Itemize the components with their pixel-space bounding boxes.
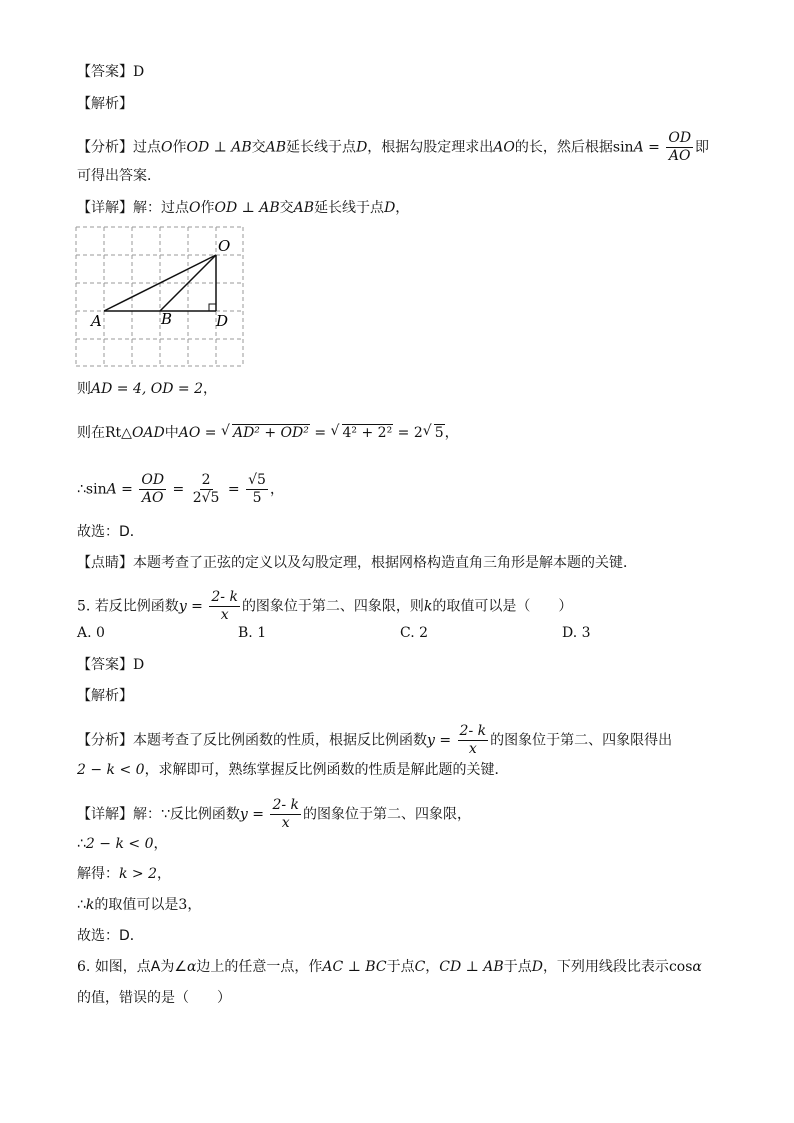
step-text: ， xyxy=(269,481,284,498)
comment-tag: 【点睛】 xyxy=(77,555,133,571)
step-text: 解得： xyxy=(77,866,119,882)
label-O: O xyxy=(218,237,231,255)
math-inequality: 2 − k < 0 xyxy=(85,836,154,852)
frac-num: 2 xyxy=(201,472,211,488)
detail-tag: 【详解】 xyxy=(77,200,133,216)
step-text: ， xyxy=(187,897,202,913)
answer-line xyxy=(77,62,144,82)
fenxi-text: 本题考查了反比例函数的性质，根据反比例函数 xyxy=(133,732,427,749)
step-2 xyxy=(77,423,459,443)
label-B: B xyxy=(161,310,173,328)
step-3 xyxy=(77,472,284,507)
math-inequality: k > 2 xyxy=(119,866,158,882)
q5-analysis-heading xyxy=(77,686,133,706)
math-eq: = xyxy=(116,481,138,498)
fenxi-line-2 xyxy=(77,166,161,186)
math-AB: AB xyxy=(293,200,315,216)
math-perp: CD ⊥ AB xyxy=(439,959,504,975)
detail-text: ， xyxy=(395,200,410,216)
math-inequality: 2 − k < 0 xyxy=(77,762,145,778)
answer-value: D xyxy=(133,64,145,80)
stem-text: ， xyxy=(425,959,440,975)
frac-den: 5 xyxy=(252,490,262,506)
grid-triangle-figure xyxy=(75,226,245,368)
option-b[interactable]: B. 1 xyxy=(238,625,267,641)
because-symbol: ∵ xyxy=(161,806,170,823)
option-c[interactable]: C. 2 xyxy=(400,625,429,641)
step-1 xyxy=(77,379,217,399)
comment-line xyxy=(77,553,637,573)
math-D: D xyxy=(384,200,396,216)
stem-text: 的图象位于第二、四象限，则 xyxy=(241,598,424,615)
math-sin: sin xyxy=(85,481,107,498)
stem-text: 边上的任意一点，作 xyxy=(196,959,323,975)
q5-detail-line xyxy=(77,797,471,832)
math-ao: AO = xyxy=(178,425,221,441)
fraction xyxy=(191,472,222,507)
detail-text: 的图象位于第二、四象限， xyxy=(303,806,472,823)
math-C: C xyxy=(414,959,426,975)
step-text: 的取值可以是 xyxy=(94,897,179,913)
step-text: ， xyxy=(444,425,459,441)
frac-num: 2- k xyxy=(272,797,300,813)
fenxi-text: 可得出答案． xyxy=(77,168,161,184)
fenxi-text: 作 xyxy=(172,139,187,156)
fenxi-tag: 【分析】 xyxy=(77,732,133,749)
math-rt: Rt△ xyxy=(105,425,132,441)
detail-text: 交 xyxy=(279,200,294,216)
answer-tag: 【答案】 xyxy=(77,657,133,673)
option-d[interactable]: D. 3 xyxy=(562,625,591,641)
fraction-2-k-x xyxy=(458,723,489,758)
stem-text: 若反比例函数 xyxy=(94,598,179,615)
math-sin: sin xyxy=(612,139,634,156)
analysis-tag: 【解析】 xyxy=(77,96,133,112)
math-O: O xyxy=(189,200,201,216)
math-alpha: α xyxy=(692,959,702,975)
step-text: 则 xyxy=(77,381,91,397)
question-number: 5. xyxy=(77,598,91,615)
stem-text: 的值，错误的是（ ） xyxy=(77,990,231,1006)
frac-num: 2- k xyxy=(211,589,238,605)
step-text: 则在 xyxy=(77,425,105,441)
fraction-2-k-x xyxy=(270,797,301,832)
q5-choose-line xyxy=(77,926,144,946)
q5-fenxi-line-1 xyxy=(77,723,672,758)
sqrt-2 xyxy=(331,423,394,443)
math-k: k xyxy=(423,598,433,615)
frac-den: 2√5 xyxy=(192,490,220,506)
detail-text: 作 xyxy=(200,200,215,216)
stem-text: ，下列用线段比表示 xyxy=(542,959,669,975)
fenxi-text: 延长线于点 xyxy=(286,139,357,156)
fraction-2-k-x xyxy=(209,589,240,624)
detail-line xyxy=(77,198,409,218)
math-ad-od: AD = 4, OD = 2 xyxy=(91,381,204,397)
fraction-od-ao xyxy=(666,130,693,165)
math-oad: OAD xyxy=(131,425,165,441)
step-text: ， xyxy=(203,381,218,397)
frac-den: AO xyxy=(668,148,691,164)
detail-text: 解： xyxy=(133,806,161,823)
detail-text: 反比例函数 xyxy=(169,806,240,823)
step-text: 中 xyxy=(164,425,179,441)
q6-stem-line-2 xyxy=(77,988,231,1008)
analysis-heading xyxy=(77,94,133,114)
frac-num: OD xyxy=(668,130,692,146)
math-y: y = xyxy=(178,598,208,615)
q5-step-2 xyxy=(77,864,171,884)
therefore-symbol: ∴ xyxy=(77,836,86,852)
fenxi-tag: 【分析】 xyxy=(77,139,133,156)
math-y: y = xyxy=(427,732,456,749)
question-number: 6. xyxy=(77,959,91,975)
math-eq: = xyxy=(309,425,331,441)
q5-options xyxy=(77,625,777,645)
label-D: D xyxy=(216,312,229,330)
frac-den: AO xyxy=(141,490,164,506)
math-A: A xyxy=(633,139,644,156)
math-D: D xyxy=(356,139,368,156)
fenxi-text: ，根据勾股定理求出 xyxy=(367,139,494,156)
fenxi-text: 即 xyxy=(695,139,710,156)
label-A: A xyxy=(91,312,102,330)
fenxi-line-1 xyxy=(77,130,709,165)
comment-text: 本题考查了正弦的定义以及勾股定理，根据网格构造直角三角形是解本题的关键． xyxy=(133,555,637,571)
frac-den: x xyxy=(468,741,477,757)
detail-text: 延长线于点 xyxy=(314,200,385,216)
math-perp: OD ⊥ AB xyxy=(214,200,280,216)
math-eq: = xyxy=(168,481,189,498)
frac-num: √5 xyxy=(248,472,266,488)
math-D: D xyxy=(531,959,543,975)
q5-fenxi-line-2 xyxy=(77,760,509,780)
stem-text: 于点 xyxy=(386,959,415,975)
q5-step-3 xyxy=(77,895,201,915)
math-perp: OD ⊥ AB xyxy=(186,139,252,156)
math-AO: AO xyxy=(493,139,515,156)
choose-text: 故选：D． xyxy=(77,524,144,540)
radicand: 5 xyxy=(434,425,444,441)
choose-text: 故选：D． xyxy=(77,928,144,944)
math-O: O xyxy=(161,139,173,156)
math-A: A xyxy=(106,481,117,498)
math-k: k xyxy=(85,897,95,913)
therefore-symbol: ∴ xyxy=(77,897,86,913)
math-eq: = xyxy=(223,481,245,498)
fenxi-text: 的图象位于第二、四象限得出 xyxy=(490,732,673,749)
fenxi-text: 交 xyxy=(251,139,266,156)
therefore-symbol: ∴ xyxy=(77,481,86,498)
fraction xyxy=(139,472,166,507)
step-text: ， xyxy=(157,866,172,882)
q6-stem-line-1 xyxy=(77,957,702,977)
choose-line xyxy=(77,522,144,542)
stem-text: 的取值可以是（ ） xyxy=(432,598,573,615)
q5-answer-line xyxy=(77,655,144,675)
answer-tag: 【答案】 xyxy=(77,64,133,80)
detail-text: 解：过点 xyxy=(133,200,189,216)
math-value: 3 xyxy=(178,897,188,913)
radicand: AD² + OD² xyxy=(232,425,309,441)
math-AB: AB xyxy=(265,139,287,156)
q5-stem xyxy=(77,589,572,624)
sqrt-1 xyxy=(221,423,310,443)
stem-text: 如图，点A为∠ xyxy=(94,959,187,975)
frac-num: OD xyxy=(141,472,165,488)
analysis-tag: 【解析】 xyxy=(77,688,133,704)
radicand: 4² + 2² xyxy=(342,425,393,441)
math-cos: cos xyxy=(668,959,693,975)
frac-den: x xyxy=(281,815,290,831)
fenxi-text: 过点 xyxy=(133,139,161,156)
math-alpha: α xyxy=(186,959,197,975)
answer-value: D xyxy=(133,657,145,673)
option-a[interactable]: A. 0 xyxy=(77,625,105,641)
frac-den: x xyxy=(220,607,229,623)
step-text: ， xyxy=(153,836,168,852)
math-y: y = xyxy=(239,806,269,823)
math-perp: AC ⊥ BC xyxy=(322,959,387,975)
q5-step-1 xyxy=(77,834,167,854)
sqrt-3 xyxy=(423,423,445,443)
stem-text: 于点 xyxy=(503,959,532,975)
detail-tag: 【详解】 xyxy=(77,806,133,823)
math-eq: = xyxy=(643,139,665,156)
fenxi-text: ，求解即可，熟练掌握反比例函数的性质是解此题的关键． xyxy=(144,762,509,778)
fraction xyxy=(246,472,268,507)
fenxi-text: 的长，然后根据 xyxy=(514,139,613,156)
frac-num: 2- k xyxy=(459,723,487,739)
math-eq: = 2 xyxy=(393,425,423,441)
